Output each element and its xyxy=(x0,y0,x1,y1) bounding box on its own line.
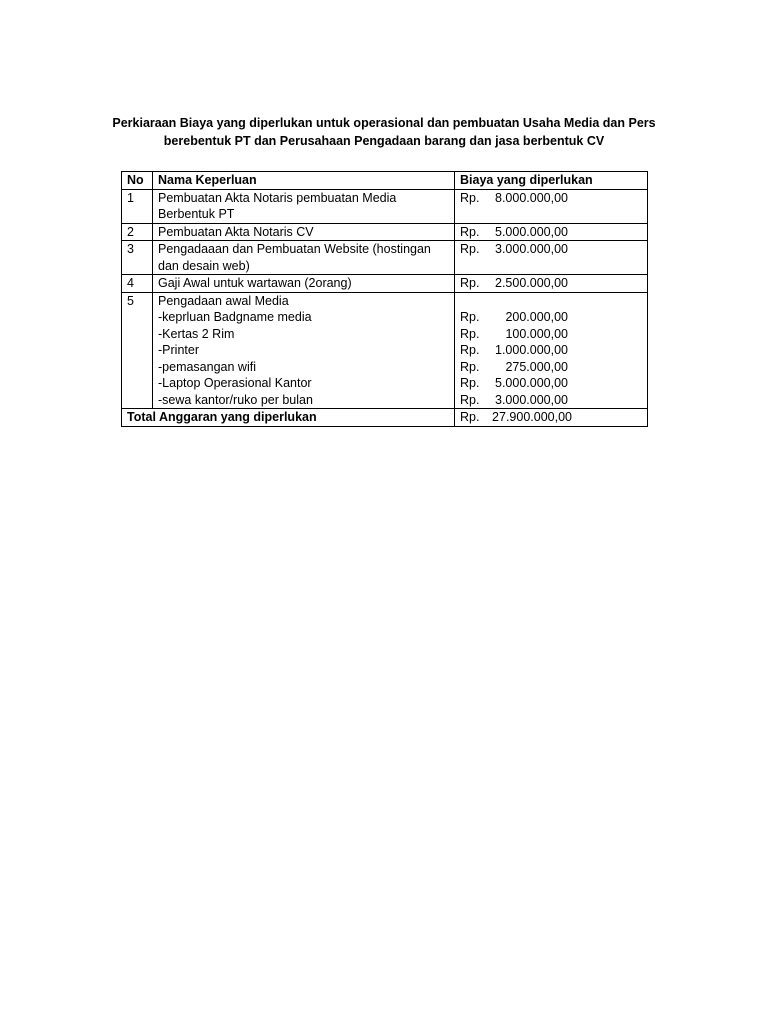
row-name-line: Pembuatan Akta Notaris pembuatan Media xyxy=(158,190,397,205)
row-cost xyxy=(455,292,648,409)
header-name: Nama Keperluan xyxy=(153,172,455,190)
currency-label: Rp. xyxy=(460,242,480,256)
currency-label: Rp. xyxy=(460,276,480,290)
row-name-line: Gaji Awal untuk wartawan (2orang) xyxy=(158,276,352,290)
row-name xyxy=(153,223,455,241)
currency-label: Rp. xyxy=(460,392,480,407)
row-cost xyxy=(455,275,648,293)
row-name-line: Pembuatan Akta Notaris CV xyxy=(158,224,314,239)
amount-value: 5.000.000,00 xyxy=(495,376,568,390)
sub-item-name: -Laptop Operasional Kantor xyxy=(158,376,312,390)
title-line-1: Perkiaraan Biaya yang diperlukan untuk operasional dan pembuatan Usaha Media dan Pers xyxy=(112,116,656,130)
currency-label: Rp. xyxy=(460,410,480,424)
row-cost xyxy=(455,223,648,241)
row-no: 4 xyxy=(122,275,153,293)
budget-table xyxy=(121,171,648,427)
row-heading: Pengadaan awal Media xyxy=(158,293,289,308)
amount-value: 3.000.000,00 xyxy=(495,242,568,256)
table-row xyxy=(122,292,648,409)
header-no: No xyxy=(122,172,153,190)
table-row xyxy=(122,275,648,293)
amount-value: 3.000.000,00 xyxy=(495,392,568,407)
row-name xyxy=(153,241,455,275)
currency-label: Rp. xyxy=(460,224,480,239)
amount-value: 1.000.000,00 xyxy=(495,343,568,357)
row-cost xyxy=(455,189,648,223)
row-no: 1 xyxy=(122,189,153,223)
amount-value: 5.000.000,00 xyxy=(495,224,568,239)
amount-value: 275.000,00 xyxy=(505,359,568,374)
amount-value: 8.000.000,00 xyxy=(495,190,568,205)
amount-value: 200.000,00 xyxy=(505,310,568,324)
page-title xyxy=(60,114,708,150)
sub-item-name: -keprluan Badgname media xyxy=(158,310,312,324)
total-cost xyxy=(455,409,648,427)
row-cost xyxy=(455,241,648,275)
total-row xyxy=(122,409,648,427)
currency-label: Rp. xyxy=(460,310,480,324)
amount-value: 100.000,00 xyxy=(505,326,568,341)
table-row xyxy=(122,223,648,241)
row-no: 2 xyxy=(122,223,153,241)
row-no: 3 xyxy=(122,241,153,275)
row-name xyxy=(153,275,455,293)
title-line-2: berebentuk PT dan Perusahaan Pengadaan barang dan jasa berbentuk CV xyxy=(163,134,605,148)
table-row xyxy=(122,241,648,275)
table-header-row xyxy=(122,172,648,190)
row-no: 5 xyxy=(122,292,153,409)
currency-label: Rp. xyxy=(460,343,480,357)
total-amount-value: 27.900.000,00 xyxy=(492,410,572,424)
cost-spacer xyxy=(460,293,642,310)
row-name-line: Pengadaaan dan Pembuatan Website (hostingan xyxy=(158,242,431,256)
total-label: Total Anggaran yang diperlukan xyxy=(122,409,455,427)
sub-item-name: -Kertas 2 Rim xyxy=(158,326,235,341)
currency-label: Rp. xyxy=(460,376,480,390)
row-name-line: dan desain web) xyxy=(158,258,250,273)
currency-label: Rp. xyxy=(460,190,480,205)
sub-item-name: -sewa kantor/ruko per bulan xyxy=(158,392,313,407)
row-name xyxy=(153,189,455,223)
row-name xyxy=(153,292,455,409)
table-row xyxy=(122,189,648,223)
currency-label: Rp. xyxy=(460,359,480,374)
row-name-line: Berbentuk PT xyxy=(158,207,235,221)
currency-label: Rp. xyxy=(460,326,480,341)
sub-item-name: -Printer xyxy=(158,343,199,357)
amount-value: 2.500.000,00 xyxy=(495,276,568,290)
sub-item-name: -pemasangan wifi xyxy=(158,359,256,374)
header-cost: Biaya yang diperlukan xyxy=(455,172,648,190)
